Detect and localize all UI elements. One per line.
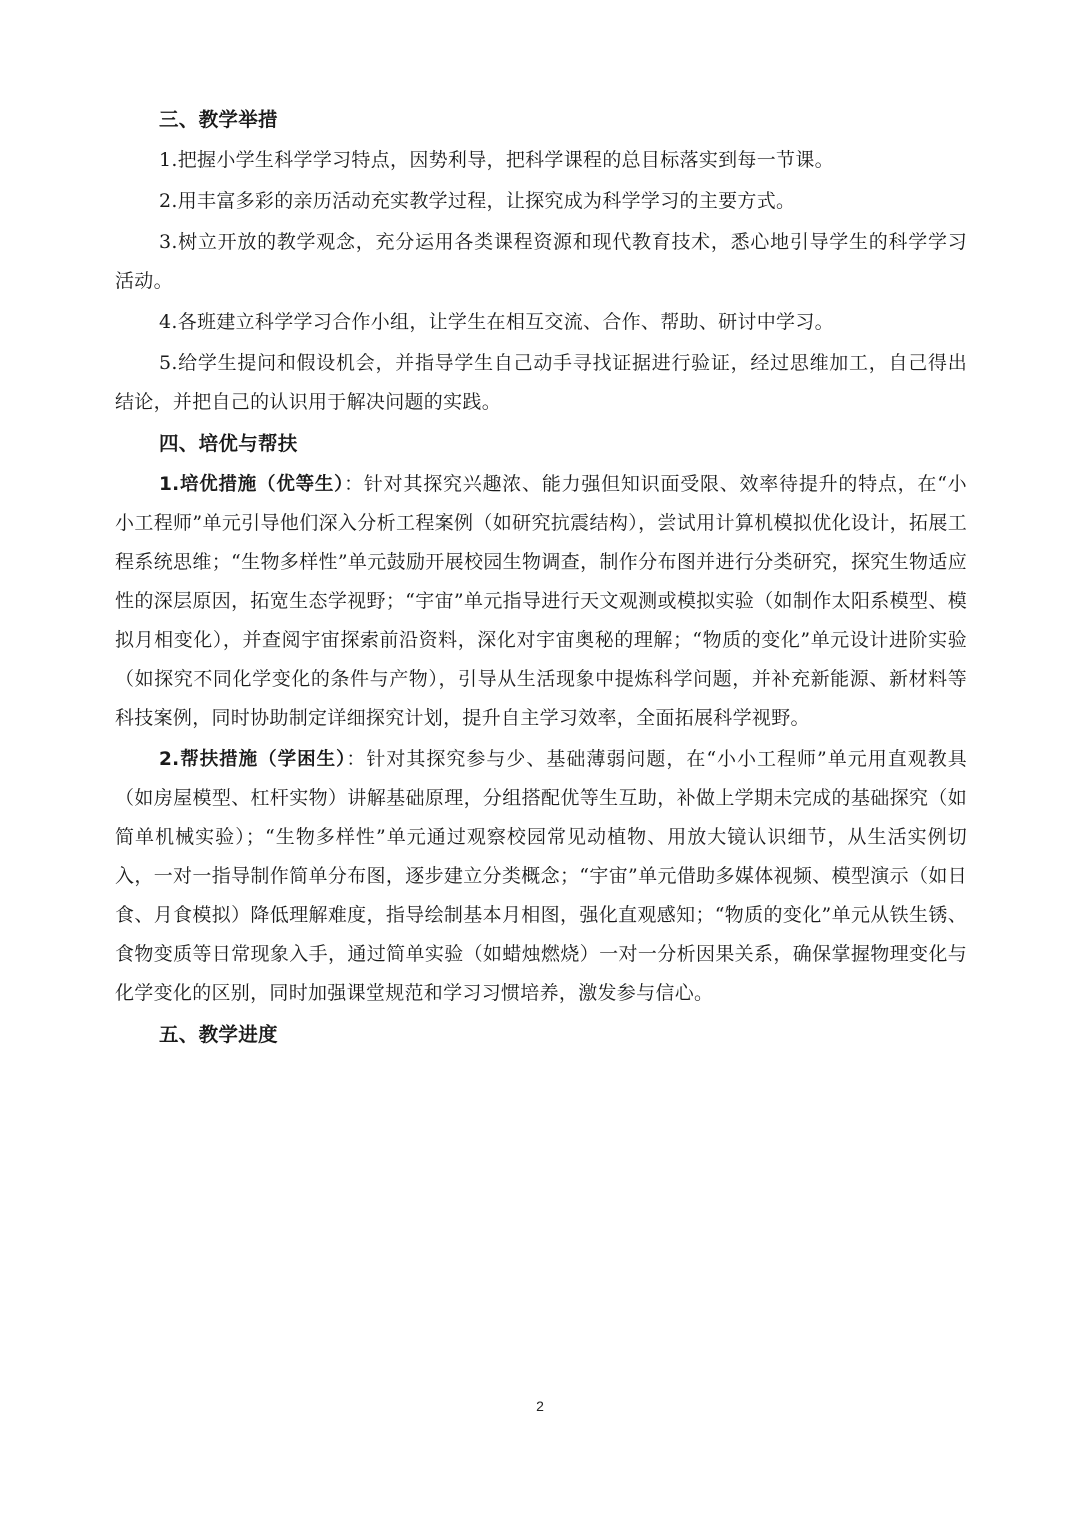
measure-item-4: 4.各班建立科学学习合作小组，让学生在相互交流、合作、帮助、研讨中学习。 <box>159 311 834 333</box>
section-heading-excellence-and-support: 四、培优与帮扶 <box>159 432 298 455</box>
measure-item-3: 3.树立开放的教学观念，充分运用各类课程资源和现代教育技术，悉心地引导学生的科学学习活动。 <box>115 231 967 292</box>
advanced-students-paragraph <box>115 465 967 738</box>
measure-item-2: 2.用丰富多彩的亲历活动充实教学过程，让探究成为科学学习的主要方式。 <box>159 190 796 212</box>
page-number: 2 <box>536 1398 544 1414</box>
section-heading-teaching-schedule: 五、教学进度 <box>159 1023 278 1046</box>
document-page <box>115 100 967 1056</box>
struggling-students-paragraph <box>115 740 967 1013</box>
struggling-students-body: ：针对其探究参与少、基础薄弱问题，在“小小工程师”单元用直观教具（如房屋模型、杠杆实物）讲解基础原理，分组搭配优等生互助，补做上学期未完成的基础探究（如简单机械实验）；“生物多样性”单元通过观察校园常见动植物、用放大镜认识细节，从生活实例切入，一对一指导制作简单分布图，逐步建立分类概念；“宇宙”单元借助多媒体视频、模型演示（如日食、月食模拟）降低理解难度，指导绘制基本月相图，强化直观感知；“物质的变化”单元从铁生锈、食物变质等日常现象入手，通过简单实验（如蜡烛燃烧）一对一分析因果关系，确保掌握物理变化与化学变化的区别，同时加强课堂规范和学习习惯培养，激发参与信心。 <box>115 748 967 1004</box>
measure-item-5: 5.给学生提问和假设机会，并指导学生自己动手寻找证据进行验证，经过思维加工，自己得出结论，并把自己的认识用于解决问题的实践。 <box>115 352 967 413</box>
measure-item-1: 1.把握小学生科学学习特点，因势利导，把科学课程的总目标落实到每一节课。 <box>159 149 834 171</box>
advanced-students-lead: 1.培优措施（优等生） <box>159 474 345 495</box>
advanced-students-body: ：针对其探究兴趣浓、能力强但知识面受限、效率待提升的特点，在“小小工程师”单元引导他们深入分析工程案例（如研究抗震结构），尝试用计算机模拟优化设计，拓展工程系统思维；“生物多样性”单元鼓励开展校园生物调查，制作分布图并进行分类研究，探究生物适应性的深层原因，拓宽生态学视野；“宇宙”单元指导进行天文观测或模拟实验（如制作太阳系模型、模拟月相变化），并查阅宇宙探索前沿资料，深化对宇宙奥秘的理解；“物质的变化”单元设计进阶实验（如探究不同化学变化的条件与产物），引导从生活现象中提炼科学问题，并补充新能源、新材料等科技案例，同时协助制定详细探究计划，提升自主学习效率，全面拓展科学视野。 <box>115 473 967 729</box>
section-heading-teaching-measures: 三、教学举措 <box>159 108 278 131</box>
struggling-students-lead: 2.帮扶措施（学困生） <box>159 749 347 770</box>
